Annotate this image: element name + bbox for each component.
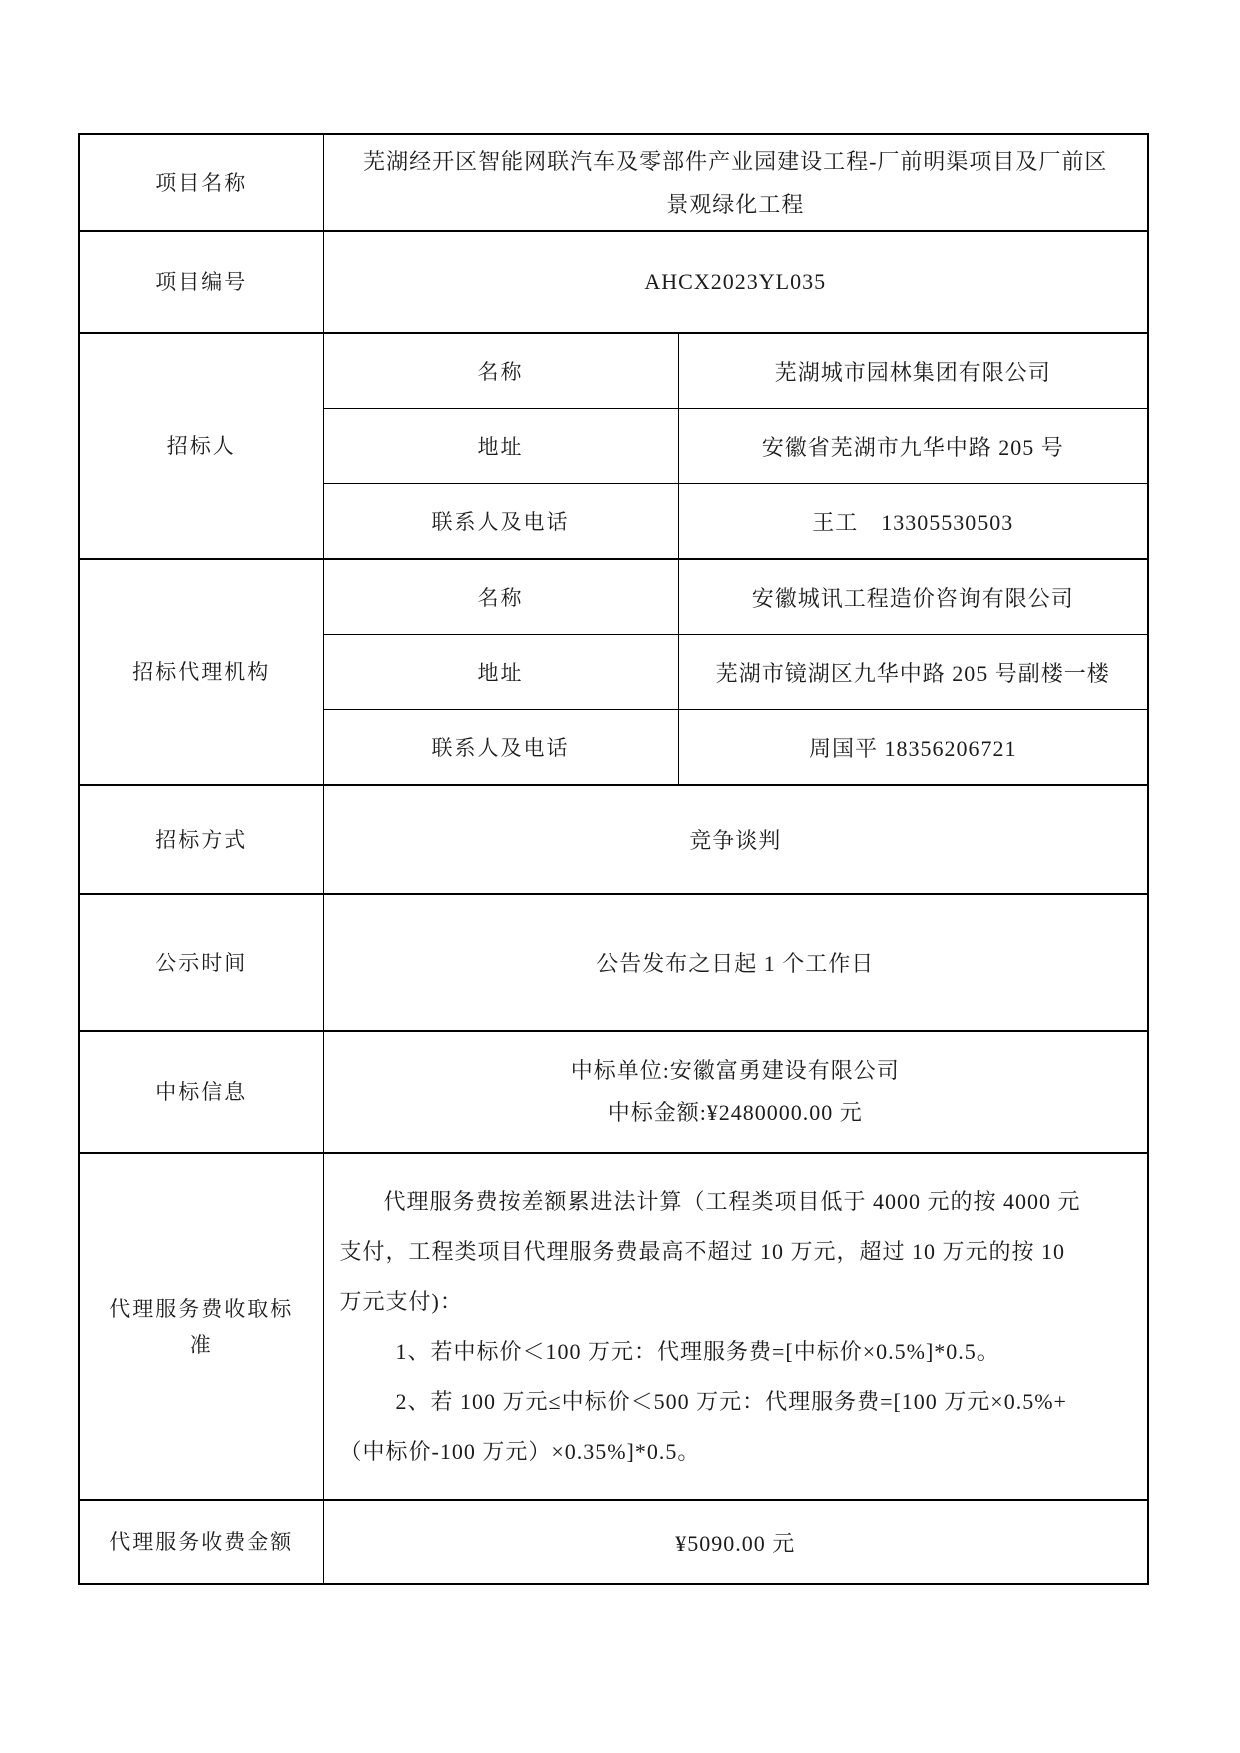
agency-address-value: 芜湖市镜湖区九华中路 205 号副楼一楼 xyxy=(678,635,1148,710)
award-info-label: 中标信息 xyxy=(79,1031,323,1153)
row-agency-name xyxy=(79,559,1148,635)
fee-standard-line: 万元支付)： xyxy=(339,1288,463,1314)
row-fee-standard xyxy=(79,1153,1148,1500)
row-project-name xyxy=(79,134,1148,231)
fee-standard-line: 2、若 100 万元≤中标价＜500 万元：代理服务费=[100 万元×0.5%+ xyxy=(395,1388,1067,1414)
bid-method-value: 竞争谈判 xyxy=(323,785,1148,894)
tenderer-name-value: 芜湖城市园林集团有限公司 xyxy=(678,333,1148,409)
fee-standard-text xyxy=(323,1153,1148,1500)
bid-method-label: 招标方式 xyxy=(79,785,323,894)
award-winner-line: 中标单位:安徽富勇建设有限公司 xyxy=(570,1058,900,1083)
agency-name-field: 名称 xyxy=(323,559,678,635)
tenderer-name-field: 名称 xyxy=(323,333,678,409)
fee-standard-label: 代理服务费收取标准 xyxy=(79,1153,323,1500)
row-publicity-period xyxy=(79,894,1148,1031)
publicity-period-label: 公示时间 xyxy=(79,894,323,1031)
fee-standard-line: 支付，工程类项目代理服务费最高不超过 10 万元，超过 10 万元的按 10 xyxy=(339,1238,1066,1264)
row-bid-method xyxy=(79,785,1148,894)
award-amount-line: 中标金额:¥2480000.00 元 xyxy=(607,1100,863,1125)
publicity-period-value: 公告发布之日起 1 个工作日 xyxy=(323,894,1148,1031)
agency-contact-field: 联系人及电话 xyxy=(323,710,678,786)
row-award-info xyxy=(79,1031,1148,1153)
agency-name-value: 安徽城讯工程造价咨询有限公司 xyxy=(678,559,1148,635)
project-number-value: AHCX2023YL035 xyxy=(323,231,1148,333)
tenderer-contact-field: 联系人及电话 xyxy=(323,484,678,560)
project-name-value: 芜湖经开区智能网联汽车及零部件产业园建设工程-厂前明渠项目及厂前区景观绿化工程 xyxy=(323,134,1148,231)
tenderer-label: 招标人 xyxy=(79,333,323,559)
project-name-label: 项目名称 xyxy=(79,134,323,231)
agency-label: 招标代理机构 xyxy=(79,559,323,785)
tenderer-address-value: 安徽省芜湖市九华中路 205 号 xyxy=(678,409,1148,484)
agency-address-field: 地址 xyxy=(323,635,678,710)
fee-amount-value: ¥5090.00 元 xyxy=(323,1500,1148,1584)
announcement-table xyxy=(78,133,1149,1585)
row-tenderer-name xyxy=(79,333,1148,409)
fee-amount-label: 代理服务收费金额 xyxy=(79,1500,323,1584)
agency-contact-value: 周国平 18356206721 xyxy=(678,710,1148,786)
tenderer-address-field: 地址 xyxy=(323,409,678,484)
row-fee-amount xyxy=(79,1500,1148,1584)
fee-standard-line: 1、若中标价＜100 万元：代理服务费=[中标价×0.5%]*0.5。 xyxy=(395,1338,1000,1364)
fee-standard-line: 代理服务费按差额累进法计算（工程类项目低于 4000 元的按 4000 元 xyxy=(383,1188,1081,1214)
award-info-value xyxy=(323,1031,1148,1153)
fee-standard-line: （中标价-100 万元）×0.35%]*0.5。 xyxy=(339,1438,701,1464)
tenderer-contact-value: 王工 13305530503 xyxy=(678,484,1148,560)
row-project-number xyxy=(79,231,1148,333)
project-number-label: 项目编号 xyxy=(79,231,323,333)
